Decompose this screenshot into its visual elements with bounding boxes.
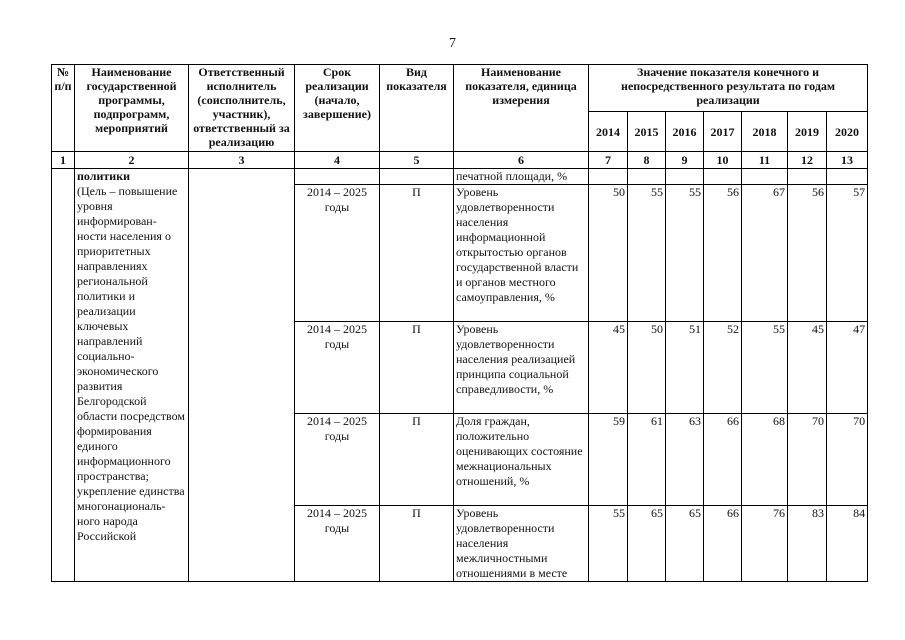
indicator-value: 67 xyxy=(742,185,788,322)
column-number: 13 xyxy=(827,152,868,169)
indicator-name: Уровень удовлетворенности населения информационной открытостью органов государственной власти и органов местного самоуправления, % xyxy=(454,185,589,322)
indicator-value: 47 xyxy=(827,322,868,414)
indicator-value: 45 xyxy=(788,322,827,414)
column-numbers-row xyxy=(52,152,868,169)
column-number: 3 xyxy=(189,152,295,169)
value-cell-empty xyxy=(788,169,827,185)
period: 2014 – 2025 годы xyxy=(295,322,380,414)
table-row xyxy=(52,169,868,185)
program-name-cell xyxy=(75,169,189,582)
indicator-type: П xyxy=(380,322,454,414)
indicator-value: 84 xyxy=(827,506,868,582)
indicators-table xyxy=(51,64,868,582)
indicator-value: 57 xyxy=(827,185,868,322)
indicator-type: П xyxy=(380,185,454,322)
column-number: 4 xyxy=(295,152,380,169)
header-values-group: Значение показателя конечного и непосредственного результата по годам реализации xyxy=(589,65,868,112)
column-number: 5 xyxy=(380,152,454,169)
header-year: 2014 xyxy=(589,112,628,152)
indicator-name: Уровень удовлетворенности населения межличностными отношениями в месте xyxy=(454,506,589,582)
indicator-value: 50 xyxy=(589,185,628,322)
type-cell-empty xyxy=(380,169,454,185)
indicator-value: 45 xyxy=(589,322,628,414)
indicator-value: 55 xyxy=(628,185,666,322)
column-number: 7 xyxy=(589,152,628,169)
header-period: Срок реализации (начало, завершение) xyxy=(295,65,380,152)
header-year: 2016 xyxy=(666,112,704,152)
indicator-value: 56 xyxy=(788,185,827,322)
header-year: 2018 xyxy=(742,112,788,152)
indicator-value: 65 xyxy=(628,506,666,582)
header-year: 2019 xyxy=(788,112,827,152)
column-number: 11 xyxy=(742,152,788,169)
column-number: 12 xyxy=(788,152,827,169)
period: 2014 – 2025 годы xyxy=(295,506,380,582)
indicator-value: 68 xyxy=(742,414,788,506)
header-number: № п/п xyxy=(52,65,75,152)
indicator-value: 56 xyxy=(704,185,742,322)
indicator-value: 70 xyxy=(827,414,868,506)
indicator-value: 70 xyxy=(788,414,827,506)
program-name-bold: политики xyxy=(77,169,131,183)
header-year: 2017 xyxy=(704,112,742,152)
indicator-name: Доля граждан, положительно оценивающих состояние межнациональных отношений, % xyxy=(454,414,589,506)
value-cell-empty xyxy=(589,169,628,185)
header-responsible: Ответственный исполнитель (соисполнитель, участник), ответственный за реализацию xyxy=(189,65,295,152)
column-number: 2 xyxy=(75,152,189,169)
column-number: 6 xyxy=(454,152,589,169)
header-row xyxy=(52,65,868,112)
indicator-value: 55 xyxy=(589,506,628,582)
value-cell-empty xyxy=(827,169,868,185)
indicator-name: Уровень удовлетворенности населения реализацией принципа социальной справедливости, % xyxy=(454,322,589,414)
column-number: 1 xyxy=(52,152,75,169)
indicator-value: 50 xyxy=(628,322,666,414)
indicator-value: 65 xyxy=(666,506,704,582)
indicator-value: 55 xyxy=(666,185,704,322)
indicator-type: П xyxy=(380,506,454,582)
period-cell-empty xyxy=(295,169,380,185)
indicator-type: П xyxy=(380,414,454,506)
indicator-value: 59 xyxy=(589,414,628,506)
period: 2014 – 2025 годы xyxy=(295,185,380,322)
indicator-value: 83 xyxy=(788,506,827,582)
value-cell-empty xyxy=(704,169,742,185)
indicator-value: 66 xyxy=(704,506,742,582)
header-year: 2020 xyxy=(827,112,868,152)
header-indicator-name: Наименование показателя, единица измерения xyxy=(454,65,589,152)
header-year: 2015 xyxy=(628,112,666,152)
column-number: 8 xyxy=(628,152,666,169)
cell-number-empty xyxy=(52,169,75,582)
indicator-name: печатной площади, % xyxy=(454,169,589,185)
page-number: 7 xyxy=(449,36,456,51)
program-name-text: (Цель – повышение уровня информирован-ности населения о приоритетных направлениях региональной политики и реализации ключевых направлений социально-экономического развития Белгородской области посредством формирования единого информационного пространства; укрепление единства многонациональ-ного народа Российской xyxy=(77,184,185,543)
responsible-cell-empty xyxy=(189,169,295,582)
indicator-value: 61 xyxy=(628,414,666,506)
indicator-value: 76 xyxy=(742,506,788,582)
indicator-value: 55 xyxy=(742,322,788,414)
value-cell-empty xyxy=(742,169,788,185)
indicator-value: 51 xyxy=(666,322,704,414)
header-indicator-type: Вид показателя xyxy=(380,65,454,152)
header-program-name: Наименование государственной программы, подпрограмм, мероприятий xyxy=(75,65,189,152)
period: 2014 – 2025 годы xyxy=(295,414,380,506)
value-cell-empty xyxy=(666,169,704,185)
indicator-value: 66 xyxy=(704,414,742,506)
indicator-value: 63 xyxy=(666,414,704,506)
indicator-value: 52 xyxy=(704,322,742,414)
column-number: 10 xyxy=(704,152,742,169)
column-number: 9 xyxy=(666,152,704,169)
value-cell-empty xyxy=(628,169,666,185)
